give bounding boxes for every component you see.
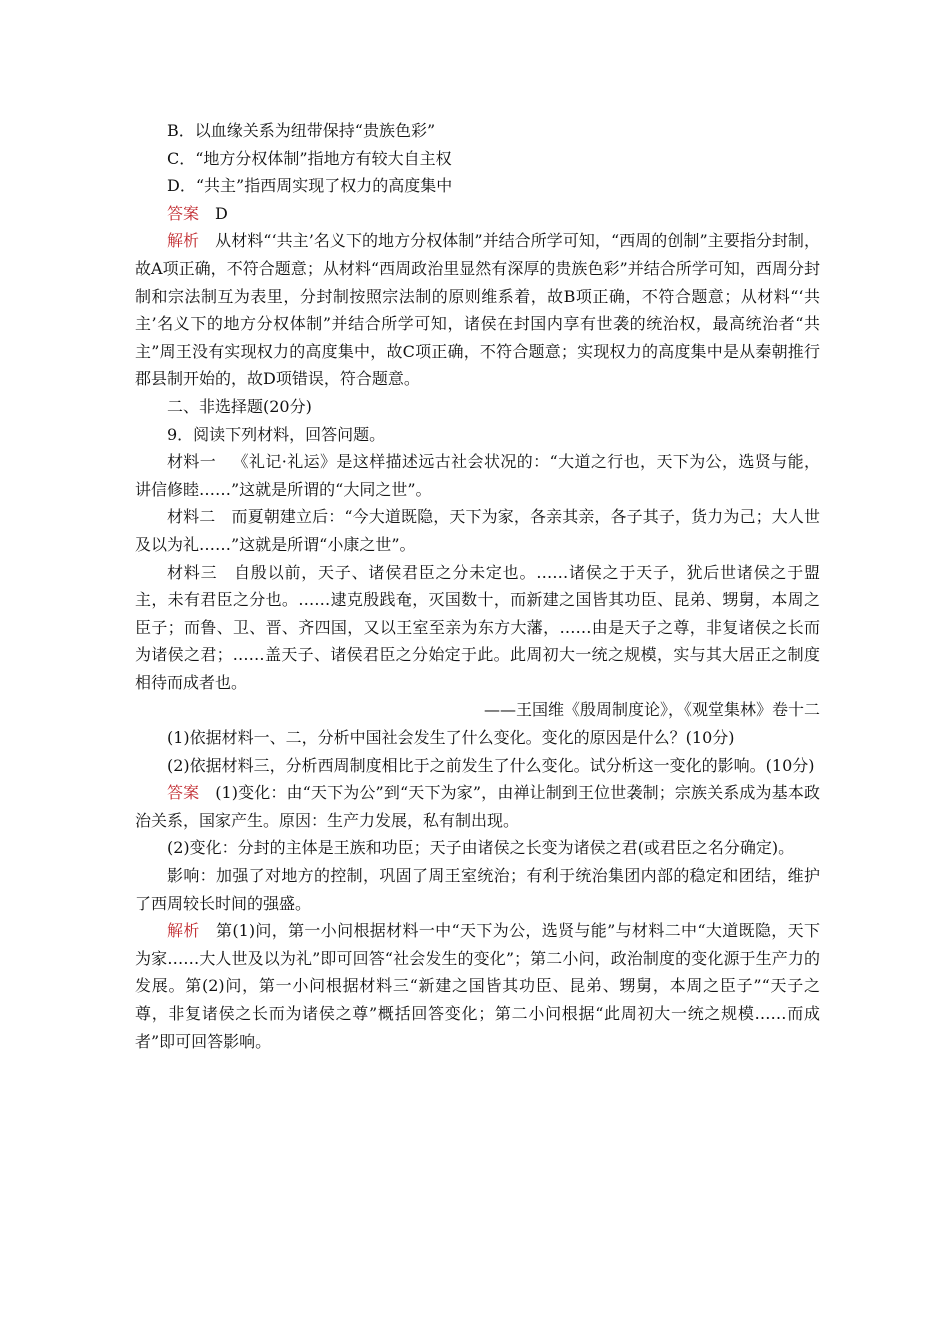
q8-analysis (135, 227, 820, 393)
analysis-label: 解析 (167, 231, 200, 251)
option-d: D．“共主”指西周实现了权力的高度集中 (167, 176, 453, 196)
material-2-text: 而夏朝建立后：“今大道既隐，天下为家，各亲其亲，各子其子，货力为己；大人世及以为礼……”这就是所谓“小康之世”。 (135, 507, 820, 554)
material-1-text: 《礼记·礼运》是这样描述远古社会状况的：“大道之行也，天下为公，选贤与能，讲信修睦……”这就是所谓的“大同之世”。 (135, 452, 820, 499)
option-c: C．“地方分权体制”指地方有较大自主权 (167, 148, 452, 168)
q9-answer-1 (135, 779, 820, 834)
material-3 (135, 559, 820, 697)
material-1-label: 材料一 (167, 452, 217, 472)
material-2-label: 材料二 (167, 507, 216, 527)
answer-value: D (215, 203, 228, 223)
material-3-label: 材料三 (167, 562, 218, 582)
analysis-text: 从材料“‘共主’名义下的地方分权体制”并结合所学可知，“西周的创制”主要指分封制，故A项正确，不符合题意；从材料“西周政治里显然有深厚的贵族色彩”并结合所学可知，西周分封制和宗法制互为表里，分封制按照宗法制的原则维系着，故B项正确，不符合题意；从材料“‘共主’名义下的地方分权体制”并结合所学可知，诸侯在封国内享有世袭的统治权，最高统治者“共主”周王没有实现权力的高度集中，故C项正确，不符合题意；实现权力的高度集中是从秦朝推行郡县制开始的，故D项错误，符合题意。 (135, 231, 820, 389)
q8-answer (135, 200, 820, 228)
answer-1-text: (1)变化：由“天下为公”到“天下为家”，由禅让制到王位世袭制；宗族关系成为基本政治关系，国家产生。原因：生产力发展，私有制出现。 (135, 783, 820, 830)
analysis-label: 解析 (167, 921, 200, 941)
q9-analysis (135, 917, 820, 1055)
q9-answer-3: 影响：加强了对地方的控制，巩固了周王室统治；有利于统治集团内部的稳定和团结，维护了西周较长时间的强盛。 (135, 866, 820, 913)
option-b: B．以血缘关系为纽带保持“贵族色彩” (167, 121, 436, 140)
material-3-text: 自殷以前，天子、诸侯君臣之分未定也。……诸侯之于天子，犹后世诸侯之于盟主，未有君臣之分也。……逮克殷践奄，灭国数十，而新建之国皆其功臣、昆弟、甥舅，本周之臣子；而鲁、卫、晋、齐四国，又以王室至亲为东方大藩，……由是天子之尊，非复诸侯之长而为诸侯之君；……盖天子、诸侯君臣之分始定于此。此周初大一统之规模，实与其大居正之制度相待而成者也。 (135, 562, 820, 692)
question-1: (1)依据材料一、二，分析中国社会发生了什么变化。变化的原因是什么？(10分) (167, 728, 735, 748)
question-2: (2)依据材料三，分析西周制度相比于之前发生了什么变化。试分析这一变化的影响。(10分) (167, 755, 815, 775)
document-page (135, 117, 820, 1055)
analysis-text: 第(1)问，第一小问根据材料一中“天下为公，选贤与能”与材料二中“大道既隐，天下为家……大人世及以为礼”即可回答“社会发生的变化”；第二小问，政治制度的变化源于生产力的发展。第(2)问，第一小问根据材料三“新建之国皆其功臣、昆弟、甥舅，本周之臣子”“天子之尊，非复诸侯之长而为诸侯之尊”概括回答变化；第二小问根据“此周初大一统之规模……而成者”即可回答影响。 (135, 921, 820, 1051)
material-1 (135, 448, 820, 503)
q9-answer-2: (2)变化：分封的主体是王族和功臣；天子由诸侯之长变为诸侯之君(或君臣之名分确定)。 (167, 838, 795, 858)
q9-stem: 9．阅读下列材料，回答问题。 (167, 424, 386, 444)
material-2 (135, 503, 820, 558)
material-source: ——王国维《殷周制度论》，《观堂集林》卷十二 (483, 700, 820, 720)
answer-label: 答案 (167, 783, 200, 803)
answer-label: 答案 (167, 203, 200, 223)
section-heading: 二、非选择题(20分) (167, 396, 312, 416)
